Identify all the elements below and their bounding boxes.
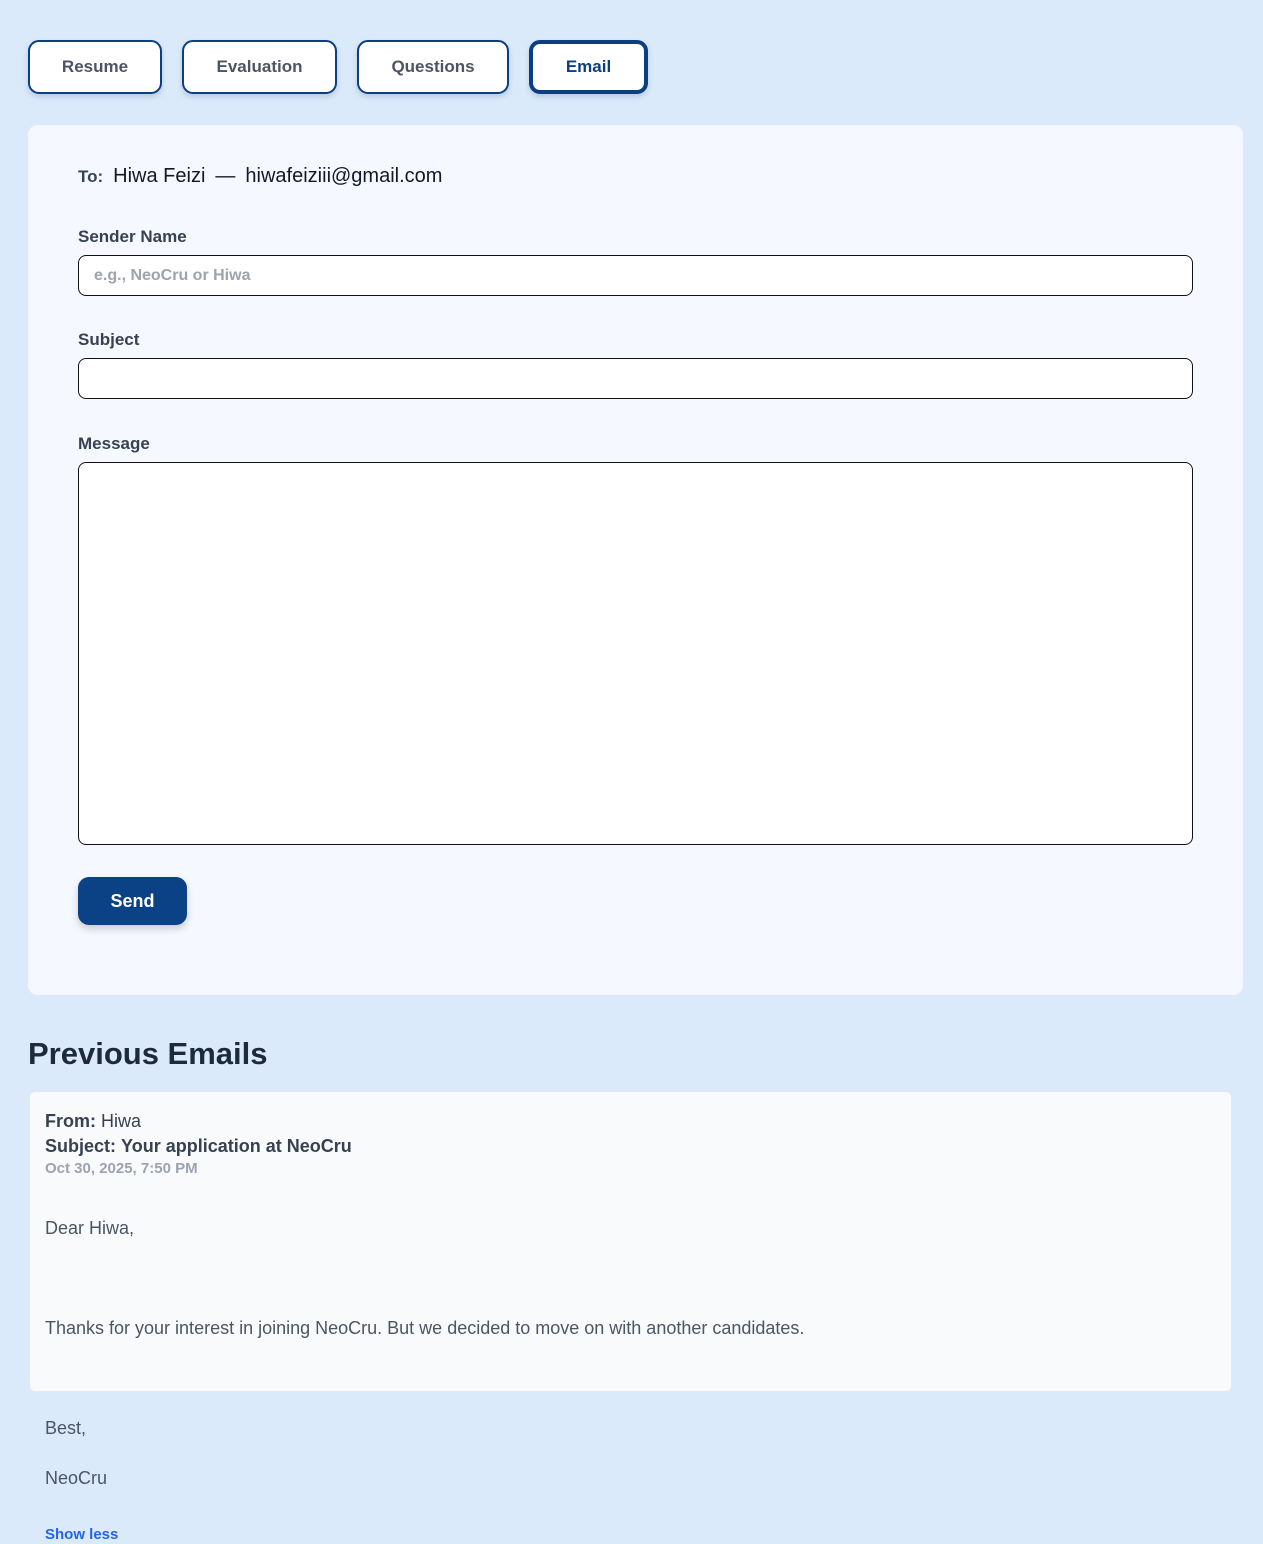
sender-name-label: Sender Name (78, 227, 187, 246)
email-date: Oct 30, 2025, 7:50 PM (45, 1160, 198, 1177)
tab-email[interactable]: Email (529, 40, 648, 94)
show-less-link[interactable]: Show less (45, 1526, 119, 1543)
tab-questions[interactable]: Questions (357, 40, 509, 94)
email-subject (45, 1134, 1216, 1159)
tab-evaluation[interactable]: Evaluation (182, 40, 337, 94)
recipient-line (78, 165, 442, 188)
from-label: From: (45, 1111, 96, 1131)
email-greeting: Dear Hiwa, (45, 1218, 135, 1238)
previous-email-item (29, 1091, 1232, 1543)
tab-resume[interactable]: Resume (28, 40, 162, 94)
tab-bar (28, 40, 648, 94)
subject-label: Subject: (45, 1136, 117, 1156)
subject-input[interactable] (78, 358, 1193, 399)
send-button[interactable]: Send (78, 877, 187, 925)
subject-value: Your application at NeoCru (121, 1136, 352, 1156)
sender-name-input[interactable] (78, 255, 1193, 296)
separator: — (215, 165, 236, 187)
compose-card (28, 125, 1243, 995)
previous-emails-heading: Previous Emails (28, 1036, 268, 1071)
email-signoff: Best, (45, 1418, 87, 1438)
recipient-email: hiwafeiziii@gmail.com (245, 165, 443, 187)
email-from (45, 1109, 1216, 1134)
email-signature: NeoCru (45, 1468, 108, 1488)
email-body-text: Thanks for your interest in joining NeoCru. But we decided to move on with another candidates. (45, 1318, 805, 1338)
message-textarea[interactable] (78, 462, 1193, 845)
subject-label: Subject (78, 330, 140, 349)
recipient-name: Hiwa Feizi (113, 165, 206, 187)
email-body (45, 1191, 1216, 1516)
message-label: Message (78, 434, 150, 453)
from-value: Hiwa (101, 1111, 142, 1131)
to-label: To: (78, 167, 104, 186)
